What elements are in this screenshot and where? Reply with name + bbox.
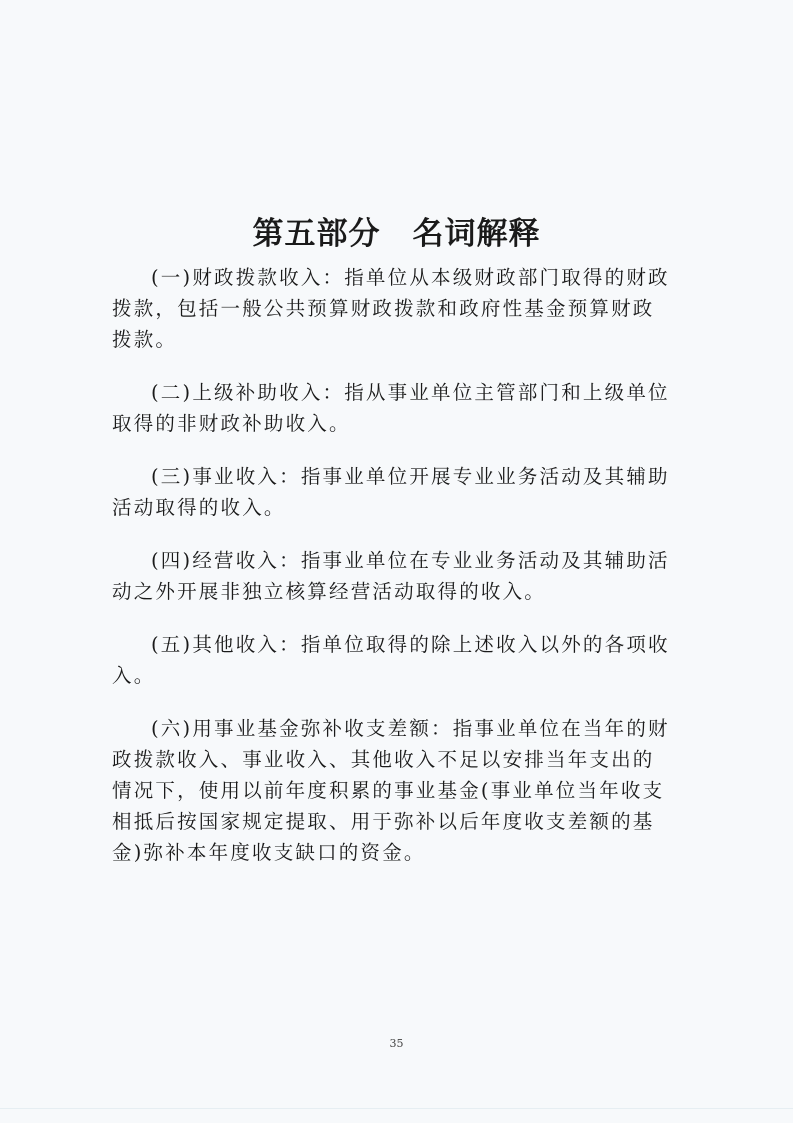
definition-paragraph: (四)经营收入：指事业单位在专业业务活动及其辅助活动之外开展非独立核算经营活动取得的收入。 <box>112 549 670 603</box>
section-title: 第五部分 名词解释 <box>252 216 541 252</box>
definition-paragraph: (一)财政拨款收入：指单位从本级财政部门取得的财政拨款，包括一般公共预算财政拨款和政府性基金预算财政拨款。 <box>112 266 670 351</box>
definitions-list <box>112 262 672 890</box>
bottom-divider <box>0 1108 793 1109</box>
definition-paragraph: (六)用事业基金弥补收支差额：指事业单位在当年的财政拨款收入、事业收入、其他收入不足以安排当年支出的情况下，使用以前年度积累的事业基金(事业单位当年收支相抵后按国家规定提取、用于弥补以后年度收支差额的基金)弥补本年度收支缺口的资金。 <box>112 717 670 864</box>
definition-paragraph: (二)上级补助收入：指从事业单位主管部门和上级单位取得的非财政补助收入。 <box>112 381 670 435</box>
definition-paragraph: (五)其他收入：指单位取得的除上述收入以外的各项收入。 <box>112 633 670 687</box>
page-number: 35 <box>389 1037 404 1050</box>
definition-paragraph: (三)事业收入：指事业单位开展专业业务活动及其辅助活动取得的收入。 <box>112 465 670 519</box>
